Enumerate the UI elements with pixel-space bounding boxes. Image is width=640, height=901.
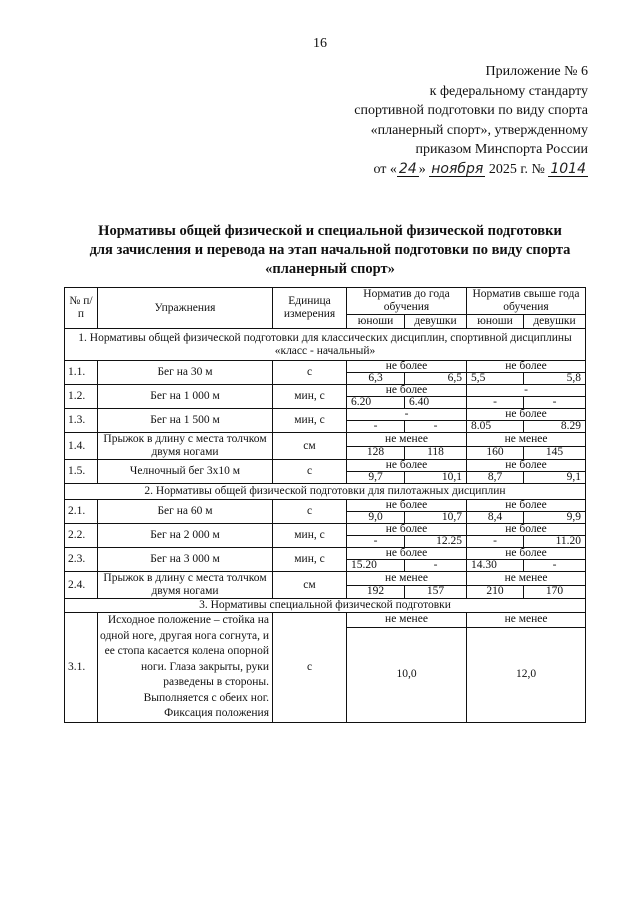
value-cell: - <box>524 397 586 409</box>
value-cell: - <box>347 421 405 433</box>
page-number: 16 <box>313 36 327 51</box>
row-number: 2.3. <box>65 548 98 572</box>
title-line: Нормативы общей физической и специальной физической подготовки <box>98 223 562 239</box>
header-unit: Единица измерения <box>273 288 347 329</box>
value-cell: 145 <box>524 446 586 460</box>
appendix-line: к федеральному стандарту <box>429 83 588 99</box>
value-cell: - <box>524 560 586 572</box>
header-exercise: Упражнения <box>98 288 273 329</box>
limit-label: не более <box>347 548 467 560</box>
date-prefix: от « <box>373 161 397 177</box>
section-heading: 2. Нормативы общей физической подготовки для пилотажных дисциплин <box>65 484 586 500</box>
title-line: для зачисления и перевода на этап начальной подготовки по виду спорта <box>89 242 571 258</box>
value-cell: 6,3 <box>347 373 405 385</box>
limit-label: не более <box>347 460 467 472</box>
appendix-line: приказом Минспорта России <box>415 142 588 157</box>
order-year: 2025 г. № <box>488 161 545 177</box>
value-cell: 12,0 <box>467 627 586 722</box>
value-cell: 8,7 <box>467 472 524 484</box>
value-cell: 5,5 <box>467 373 524 385</box>
exercise-name: Бег на 2 000 м <box>98 524 273 548</box>
exercise-name: Бег на 30 м <box>98 361 273 385</box>
value-cell: 8,4 <box>467 512 524 524</box>
limit-label: не более <box>347 500 467 512</box>
appendix-line: спортивной подготовки по виду спорта <box>354 103 588 118</box>
limit-label: не более <box>467 500 586 512</box>
value-cell: - <box>405 421 467 433</box>
unit: мин, с <box>273 548 347 572</box>
value-cell: 118 <box>405 446 467 460</box>
limit-label: не более <box>467 361 586 373</box>
section-heading: 1. Нормативы общей физической подготовки для классических дисциплин, спортивной дисциплины «класс - начальный» <box>65 329 586 361</box>
value-cell: 9,7 <box>347 472 405 484</box>
limit-label: не менее <box>467 572 586 586</box>
exercise-name: Исходное положение – стойка на одной ноге, другая нога согнута, и ее стопа касается колена опорной ноги. Глаза закрыты, руки разведены в стороны. Выполняется с обеих ног. Фиксация положения <box>98 613 273 723</box>
value-cell: 10,0 <box>347 627 467 722</box>
value-cell: 10,7 <box>405 512 467 524</box>
limit-label: не более <box>467 409 586 421</box>
row-number: 1.5. <box>65 460 98 484</box>
value-cell: 9,9 <box>524 512 586 524</box>
limit-label: - <box>347 409 467 421</box>
value-cell: 5,8 <box>524 373 586 385</box>
header-norm-after-year: Норматив свыше года обучения <box>467 288 586 315</box>
value-cell: 6.40 <box>405 397 467 409</box>
unit: с <box>273 500 347 524</box>
unit: с <box>273 460 347 484</box>
limit-label: не более <box>467 548 586 560</box>
value-cell: 157 <box>405 585 467 599</box>
value-cell: 15.20 <box>347 560 405 572</box>
value-cell: 192 <box>347 585 405 599</box>
order-day: 24 <box>398 160 417 177</box>
value-cell: 160 <box>467 446 524 460</box>
exercise-name: Бег на 60 м <box>98 500 273 524</box>
value-cell: 210 <box>467 585 524 599</box>
row-number: 1.4. <box>65 433 98 460</box>
value-cell: - <box>347 536 405 548</box>
limit-label: не более <box>347 524 467 536</box>
value-cell: 9,1 <box>524 472 586 484</box>
exercise-name: Челночный бег 3x10 м <box>98 460 273 484</box>
value-cell: - <box>405 560 467 572</box>
title-line: «планерный спорт» <box>265 261 395 277</box>
date-mid: » <box>418 161 426 177</box>
value-cell: 10,1 <box>405 472 467 484</box>
value-cell: 6,5 <box>405 373 467 385</box>
row-number: 1.3. <box>65 409 98 433</box>
value-cell: 11.20 <box>524 536 586 548</box>
value-cell: 8.29 <box>524 421 586 433</box>
unit: см <box>273 572 347 599</box>
order-month: ноября <box>431 160 484 177</box>
order-number: 1014 <box>550 160 586 177</box>
row-number: 2.2. <box>65 524 98 548</box>
value-cell: 170 <box>524 585 586 599</box>
row-number: 2.1. <box>65 500 98 524</box>
value-cell: - <box>467 397 524 409</box>
limit-label: не менее <box>347 613 467 628</box>
exercise-name: Бег на 1 500 м <box>98 409 273 433</box>
exercise-name: Бег на 3 000 м <box>98 548 273 572</box>
limit-label: не менее <box>347 433 467 447</box>
exercise-name: Бег на 1 000 м <box>98 385 273 409</box>
unit: см <box>273 433 347 460</box>
value-cell: 14.30 <box>467 560 524 572</box>
limit-label: - <box>467 385 586 397</box>
limit-label: не более <box>467 460 586 472</box>
value-cell: 128 <box>347 446 405 460</box>
limit-label: не более <box>347 385 467 397</box>
value-cell: 8.05 <box>467 421 524 433</box>
limit-label: не менее <box>347 572 467 586</box>
unit: с <box>273 613 347 723</box>
header-girls: девушки <box>405 315 467 329</box>
header-boys: юноши <box>467 315 524 329</box>
limit-label: не более <box>467 524 586 536</box>
limit-label: не более <box>347 361 467 373</box>
order-date-line <box>298 160 588 180</box>
value-cell: 6.20 <box>347 397 405 409</box>
header-norm-first-year: Норматив до года обучения <box>347 288 467 315</box>
limit-label: не менее <box>467 613 586 628</box>
row-number: 1.2. <box>65 385 98 409</box>
appendix-block <box>298 62 588 179</box>
unit: мин, с <box>273 409 347 433</box>
appendix-line: Приложение № 6 <box>485 64 588 79</box>
document-title <box>50 222 610 279</box>
unit: с <box>273 361 347 385</box>
row-number: 3.1. <box>65 613 98 723</box>
exercise-name: Прыжок в длину с места толчком двумя ногами <box>98 433 273 460</box>
value-cell: 9,0 <box>347 512 405 524</box>
value-cell: - <box>467 536 524 548</box>
appendix-line: «планерный спорт», утвержденному <box>370 122 588 138</box>
value-cell: 12.25 <box>405 536 467 548</box>
exercise-name: Прыжок в длину с места толчком двумя ногами <box>98 572 273 599</box>
unit: мин, с <box>273 524 347 548</box>
limit-label: не менее <box>467 433 586 447</box>
row-number: 1.1. <box>65 361 98 385</box>
unit: мин, с <box>273 385 347 409</box>
header-num: № п/п <box>65 288 98 329</box>
header-boys: юноши <box>347 315 405 329</box>
section-heading: 3. Нормативы специальной физической подготовки <box>65 599 586 613</box>
header-girls: девушки <box>524 315 586 329</box>
standards-table <box>64 287 586 723</box>
row-number: 2.4. <box>65 572 98 599</box>
